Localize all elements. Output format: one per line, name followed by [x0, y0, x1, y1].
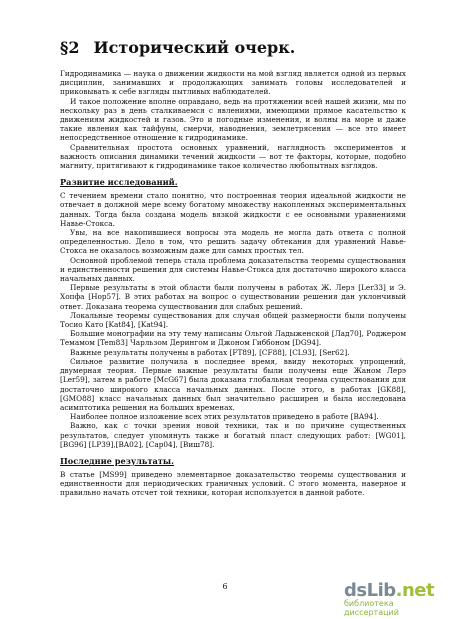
watermark-logo: dsLib.net: [344, 580, 435, 601]
body-paragraph: Важные результаты получены в работах [FT89], [CF88], [CL93], [Ser62].: [70, 347, 350, 357]
body-paragraph: Сильное развитие получила в последнее время, ввиду некоторых упрощений, двумерная теория. Первые важные результаты были получены еще Жаном Лерэ [Ler59], затем в работе [McG67] была доказана глобальная теорема существования для достаточно широкого класса начальных данных. После этого, в работах [GK88], [GMO88] класс начальных данных был значительно расширен и была исследована асимптотика решения на больших временах.: [60, 356, 406, 412]
watermark-subtitle: библиотека диссертаций: [344, 599, 399, 617]
body-paragraph: Большие монографии на эту тему написаны Ольгой Ладыженской [Лад70], Роджером Темамом [Tem83] Чарльзом Дерингом и Джоном Гиббоном [DG94].: [60, 329, 406, 348]
subsection-title: Развитие исследований.: [60, 177, 178, 188]
intro-paragraph: Сравнительная простота основных уравнений, наглядность экспериментов и важность описания динамики течений жидкости — вот те факторы, которые, подобно магниту, притягивают к гидродинамике такое количество любопытных взглядов.: [60, 142, 406, 171]
intro-paragraph: Гидродинамика — наука о движении жидкости на мой взгляд является одной из первых дисциплин, занимавших и продолжающих занимать головы исследователей и приковывать к себе взгляды пытливых наблюдателей.: [60, 69, 406, 97]
intro-paragraph: И такое положение вполне оправдано, ведь на протяжении всей нашей жизни, мы по нескольку раз в день сталкиваемся с явлениями, имеющими прямое касательство к движениям жидкостей и газов. Это и погодные изменения, и волны на море и даже такие явления как тайфуны, смерчи, наводнения, землетрясения — все это имеет непосредственное отношение к гидродинамике.: [60, 96, 406, 143]
subsection-title: Последние результаты.: [60, 455, 174, 466]
page-number: 6: [222, 582, 228, 591]
body-paragraph: Первые результаты в этой области были получены в работах Ж. Лерэ [Ler33] и Э. Хопфа [Hop57]. В этих работах на вопрос о существовании решения дан уклончивый ответ. Доказана теорема существования для слабых решений.: [60, 283, 406, 311]
body-paragraph: Локальные теоремы существования для случая общей размерности были получены Тосио Като [Kat84], [Kat94].: [60, 310, 406, 330]
site-watermark[interactable]: [344, 580, 442, 617]
section-number: §2: [60, 38, 80, 57]
body-paragraph: Основной проблемой теперь стала проблема доказательства теоремы существования и единственности решения для системы Навье-Стокса для достаточно широкого класса начальных данных.: [60, 255, 406, 284]
body-paragraph: Наиболее полное изложение всех этих результатов приведено в работе [BA94].: [70, 412, 379, 422]
body-paragraph: Увы, на все накопившиеся вопросы эта модель не могла дать ответа с полной определенностью. Дело в том, что решить задачу обтекания для уравнений Навье-Стокса не оказалось возможным даже для самых простых тел.: [60, 228, 406, 256]
body-paragraph: В статье [MS99] приведено элементарное доказательство теоремы существования и единственности для периодических граничных условий. С этого момента, наверное и правильно начать отсчет той техники, которая используется в данной работе.: [60, 469, 406, 498]
section-title: Исторический очерк.: [93, 38, 296, 57]
section-heading: [60, 38, 406, 57]
document-page: [60, 38, 406, 498]
body-paragraph: С течением времени стало понятно, что построенная теория идеальной жидкости не отвечает в должной мере всему богатому множеству накопленных экспериментальных данных. Тогда была создана модель вязкой жидкости с ее основными уравнениями Навье-Стокса.: [60, 191, 406, 228]
body-paragraph: Важно, как с точки зрения новой техники, так и по причине существенных результатов, следует упомянуть также и богатый пласт следующих работ: [WG01], [BG96] [LP39],[BA02], [Cap04], [Виш78].: [60, 421, 406, 449]
